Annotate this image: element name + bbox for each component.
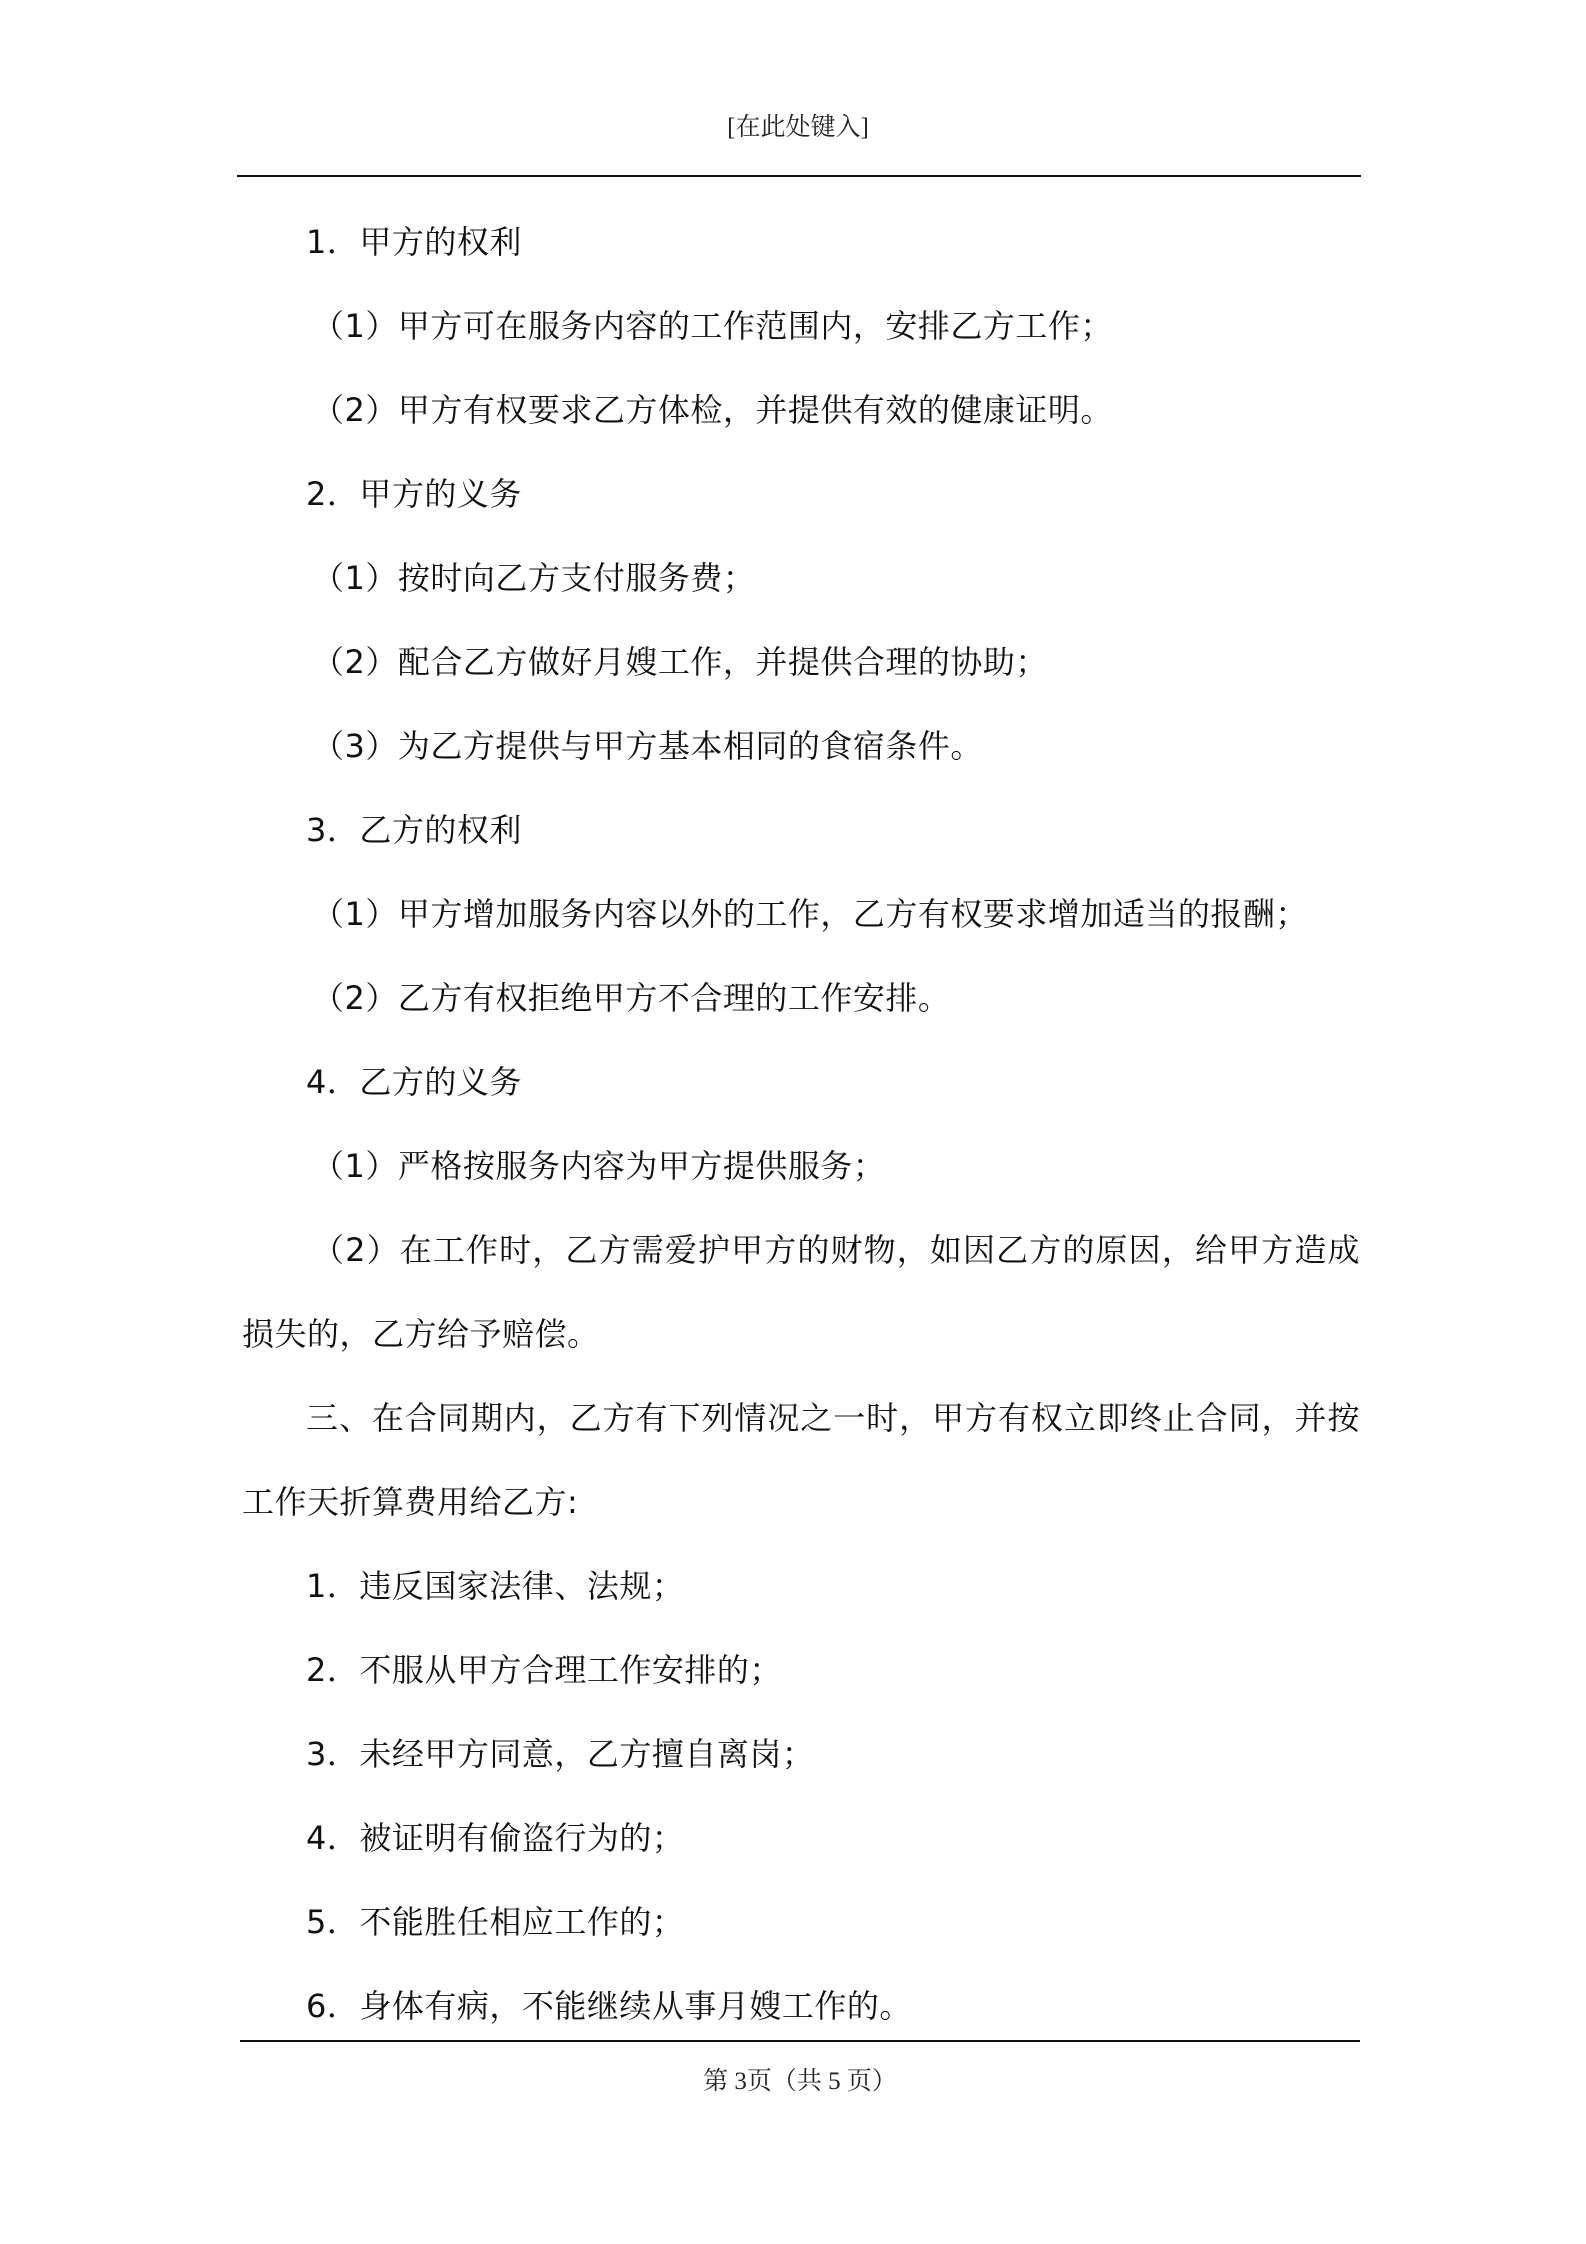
list-item: 2．不服从甲方合理工作安排的；: [306, 1651, 782, 1689]
footer-divider: [240, 2040, 1360, 2042]
clause-item: （2）乙方有权拒绝甲方不合理的工作安排。: [312, 979, 951, 1017]
section-heading-party-a-obligations: 2．甲方的义务: [306, 475, 522, 513]
clause-item: （1）按时向乙方支付服务费；: [312, 559, 756, 597]
list-item: 3．未经甲方同意，乙方擅自离岗；: [306, 1735, 815, 1773]
list-item: 5．不能胜任相应工作的；: [306, 1903, 685, 1941]
section-heading-party-b-obligations: 4．乙方的义务: [306, 1063, 522, 1101]
section-heading-termination: 三、在合同期内，乙方有下列情况之一时，甲方有权立即终止合同，并按工作天折算费用给乙方:: [242, 1399, 1360, 1521]
clause-item: （1）甲方增加服务内容以外的工作，乙方有权要求增加适当的报酬；: [312, 895, 1308, 933]
clause-item: （2）在工作时，乙方需爱护甲方的财物，如因乙方的原因，给甲方造成损失的，乙方给予赔偿。: [242, 1231, 1360, 1353]
page-footer: 第 3页（共 5 页）: [703, 2068, 897, 2095]
clause-item: （2）甲方有权要求乙方体检，并提供有效的健康证明。: [312, 391, 1113, 429]
page-header: [在此处键入]: [727, 114, 869, 141]
clause-item: （1）甲方可在服务内容的工作范围内，安排乙方工作；: [312, 307, 1113, 345]
list-item: 6．身体有病，不能继续从事月嫂工作的。: [306, 1987, 912, 2025]
list-item: 1．违反国家法律、法规；: [306, 1567, 685, 1605]
section-heading-party-b-rights: 3．乙方的权利: [306, 811, 522, 849]
document-body: [242, 200, 1360, 2048]
clause-item: （2）配合乙方做好月嫂工作，并提供合理的协助；: [312, 643, 1048, 681]
header-divider: [237, 175, 1361, 177]
clause-item: （3）为乙方提供与甲方基本相同的食宿条件。: [312, 727, 983, 765]
list-item: 4．被证明有偷盗行为的；: [306, 1819, 685, 1857]
clause-item: （1）严格按服务内容为甲方提供服务；: [312, 1147, 886, 1185]
section-heading-party-a-rights: 1．甲方的权利: [306, 223, 522, 261]
